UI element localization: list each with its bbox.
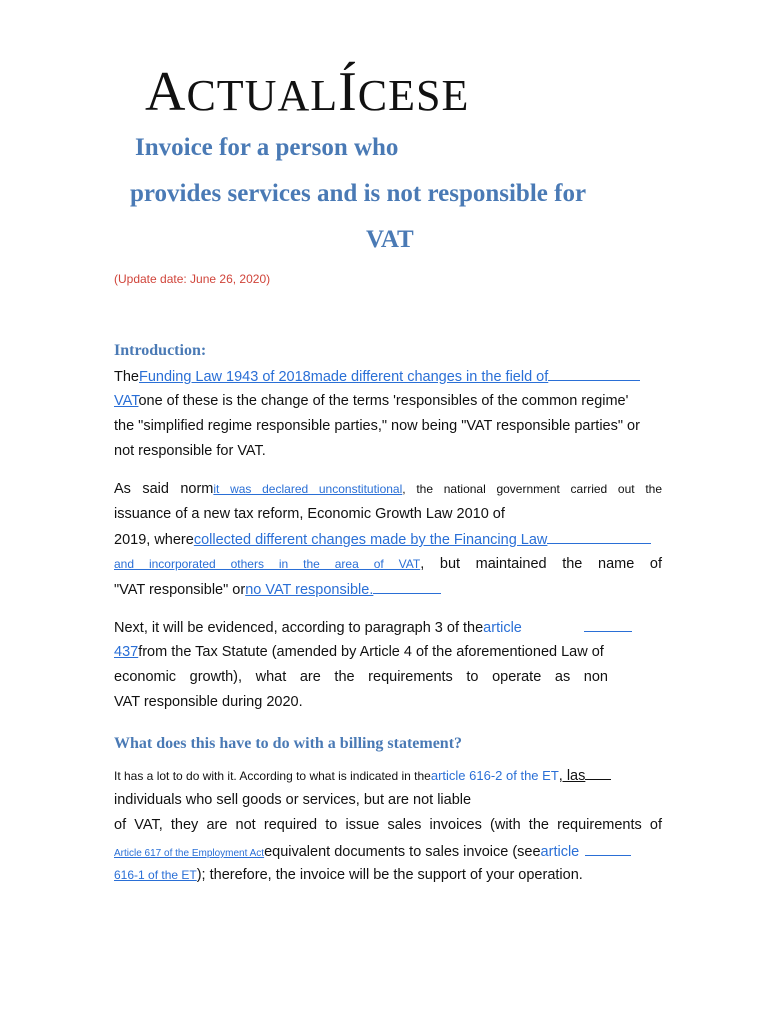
intro-p1-line4: not responsible for VAT. [114,443,266,459]
article-437-link[interactable]: article [483,620,522,636]
actualicese-logo: ACTUALÍCESE [145,61,470,123]
link-underline-fill [548,366,640,381]
billing-heading: What does this have to do with a billing statement? [114,735,463,752]
no-vat-responsible-link[interactable]: no VAT responsible. [245,582,374,598]
intro-p1-line1: TheFunding Law 1943 of 2018made different changes in the field of [114,366,662,387]
billing-line3: of VAT, they are not required to issue sales invoices (with the requirements of [114,817,662,833]
intro-p1-line2: VATone of these is the change of the terms 'responsibles of the common regime' [114,393,629,409]
incorporated-vat-link[interactable]: and incorporated others in the area of VAT [114,557,421,571]
article-616-2-link[interactable]: article 616-2 of the ET [430,768,559,783]
intro-p2-line5: "VAT responsible" orno VAT responsible. [114,579,662,600]
billing-line5: 616-1 of the ET); therefore, the invoice will be the support of your operation. [114,867,583,883]
article-616-1-link[interactable]: article [540,844,580,860]
intro-p3-line4: VAT responsible during 2020. [114,694,303,710]
article-617-link[interactable]: Article 617 of the Employment Act [114,848,265,859]
update-date: (Update date: June 26, 2020) [114,272,271,286]
intro-p3-line3: economic growth), what are the requirements to operate as non [114,669,608,685]
title-line-2: provides services and is not responsible for [130,180,587,207]
funding-law-link[interactable]: Funding Law 1943 of 2018 [139,369,311,385]
declared-unconstitutional-link[interactable]: it was declared unconstitutional [213,482,403,496]
link-underline-fill [373,579,441,594]
intro-p3-line2: 437from the Tax Statute (amended by Article 4 of the aforementioned Law of [114,644,604,660]
intro-p2-line3: 2019, wherecollected different changes made by the Financing Law [114,529,662,550]
link-underline-fill [584,617,632,632]
changes-vat-link[interactable]: made different changes in the field of [310,369,549,385]
billing-line2: individuals who sell goods or services, but are not liable [114,792,472,808]
introduction-heading: Introduction: [114,342,207,359]
financing-law-changes-link[interactable]: collected different changes made by the Financing Law [193,532,548,548]
intro-p2-line1: As said normit was declared unconstitutional, the national government carried out the [114,481,663,497]
link-underline-fill [585,765,611,780]
intro-p3-line1: Next, it will be evidenced, according to paragraph 3 of thearticle [114,617,662,638]
link-underline-fill [585,841,631,856]
intro-p2-line2: issuance of a new tax reform, Economic Growth Law 2010 of [114,506,505,522]
vat-link[interactable]: VAT [114,393,139,409]
billing-line4: Article 617 of the Employment Actequivalent documents to sales invoice (seearticle [114,841,662,864]
intro-p1-line3: the "simplified regime responsible parties," now being "VAT responsible parties" or [114,418,640,434]
article-616-1-number-link[interactable]: 616-1 of the ET [114,868,197,882]
article-437-number-link[interactable]: 437 [114,644,139,660]
link-underline-fill [547,529,651,544]
title-line-1: Invoice for a person who [135,134,399,161]
intro-p2-line4: and incorporated others in the area of VAT, but maintained the name of [114,556,662,572]
title-line-3: VAT [366,226,414,253]
billing-line1: It has a lot to do with it. According to what is indicated in thearticle 616-2 of the ET, las [114,765,662,786]
